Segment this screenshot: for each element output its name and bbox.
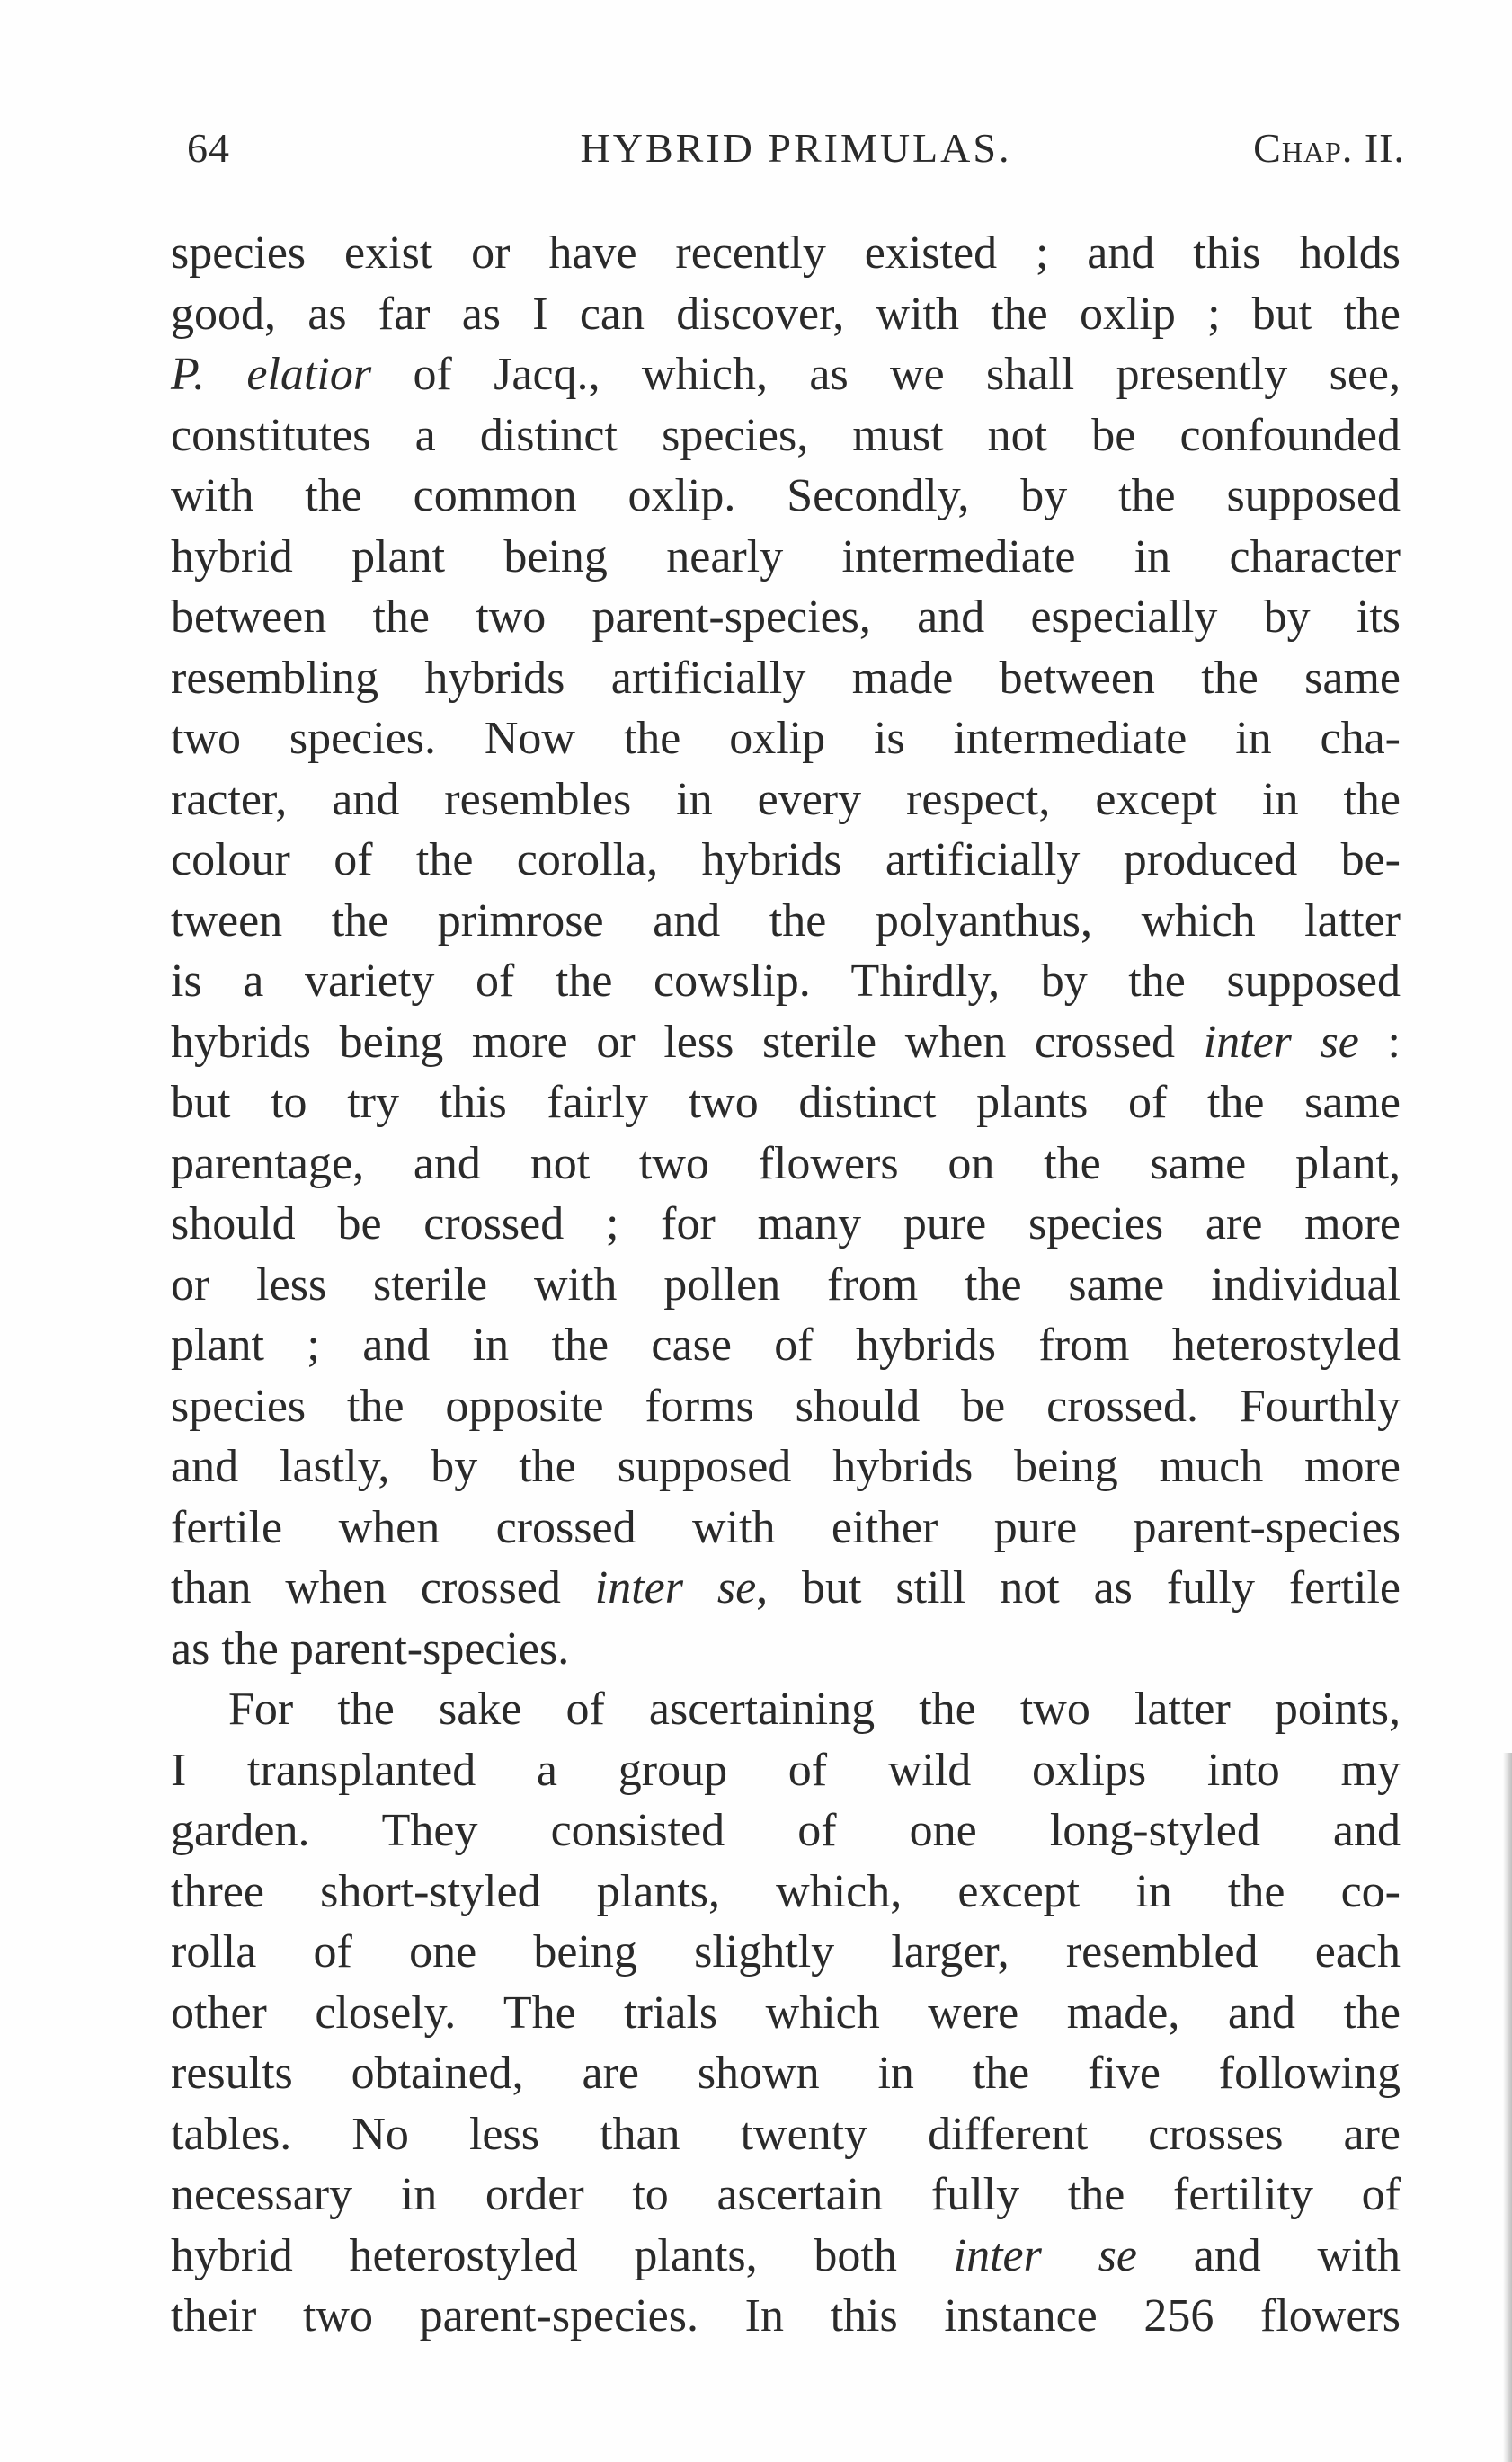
text-line: rolla of one being slightly larger, resembled each	[171, 1926, 1401, 1978]
text-line: but to try this fairly two distinct plants of the same	[171, 1077, 1401, 1128]
text-line: fertile when crossed with either pure parent-species	[171, 1501, 1401, 1553]
text-line: constitutes a distinct species, must not be confounded	[171, 409, 1401, 461]
running-title: HYBRID PRIMULAS.	[580, 125, 1012, 171]
page-number: 64	[187, 125, 230, 171]
text-line: hybrid plant being nearly intermediate in character	[171, 530, 1401, 582]
text-line: is a variety of the cowslip. Thirdly, by the supposed	[171, 955, 1401, 1007]
text-line: three short-styled plants, which, except in the co-	[171, 1865, 1401, 1917]
text-line: between the two parent-species, and especially by its	[171, 591, 1401, 643]
text-line: necessary in order to ascertain fully the fertility of	[171, 2169, 1401, 2220]
text-line: should be crossed ; for many pure species are more	[171, 1198, 1401, 1249]
text-line: than when crossed inter se, but still not as fully fertile	[171, 1562, 1401, 1613]
italic-phrase: inter se	[1203, 1016, 1359, 1068]
text-line: I transplanted a group of wild oxlips into my	[171, 1744, 1401, 1796]
text-line: tables. No less than twenty different crosses are	[171, 2108, 1401, 2160]
text-line: For the sake of ascertaining the two latter points,	[228, 1684, 1401, 1735]
italic-phrase: inter se	[594, 1562, 757, 1613]
text-line: and lastly, by the supposed hybrids being much more	[171, 1441, 1401, 1492]
text-line: other closely. The trials which were made, and the	[171, 1986, 1401, 2039]
body-text	[171, 223, 1401, 2347]
text-line: P. elatior of Jacq., which, as we shall presently see,	[171, 349, 1401, 400]
text-line: their two parent-species. In this instance 256 flowers	[171, 2290, 1401, 2342]
paragraph-1	[171, 223, 1401, 1679]
text-line: two species. Now the oxlip is intermediate in cha-	[171, 713, 1401, 764]
text-line: with the common oxlip. Secondly, by the supposed	[171, 470, 1401, 521]
chapter-label: Chap. II.	[1253, 125, 1405, 171]
text-line: colour of the corolla, hybrids artificially produced be-	[171, 834, 1401, 885]
text-line: garden. They consisted of one long-styled and	[171, 1805, 1401, 1856]
text-line: hybrid heterostyled plants, both inter se and with	[171, 2229, 1401, 2281]
page-edge-shadow	[1503, 1753, 1512, 2462]
text-line: resembling hybrids artificially made between the same	[171, 652, 1401, 704]
text-line: species the opposite forms should be crossed. Fourthly	[171, 1380, 1401, 1432]
text-line: as the parent-species.	[171, 1622, 570, 1675]
text-line: hybrids being more or less sterile when crossed inter se :	[171, 1016, 1401, 1068]
text-line: or less sterile with pollen from the same individual	[171, 1258, 1401, 1311]
italic-phrase: P. elatior	[171, 349, 372, 400]
running-head	[187, 124, 1405, 187]
text-line: parentage, and not two flowers on the same plant,	[171, 1137, 1401, 1189]
text-line: racter, and resembles in every respect, except in the	[171, 773, 1401, 825]
text-line: plant ; and in the case of hybrids from heterostyled	[171, 1320, 1401, 1371]
text-line: tween the primrose and the polyanthus, which latter	[171, 894, 1401, 947]
text-line: good, as far as I can discover, with the oxlip ; but the	[171, 288, 1401, 340]
text-line: species exist or have recently existed ; and this holds	[171, 227, 1401, 279]
paragraph-2	[171, 1679, 1401, 2347]
text-line: results obtained, are shown in the five following	[171, 2048, 1401, 2099]
italic-phrase: inter se	[953, 2229, 1137, 2281]
